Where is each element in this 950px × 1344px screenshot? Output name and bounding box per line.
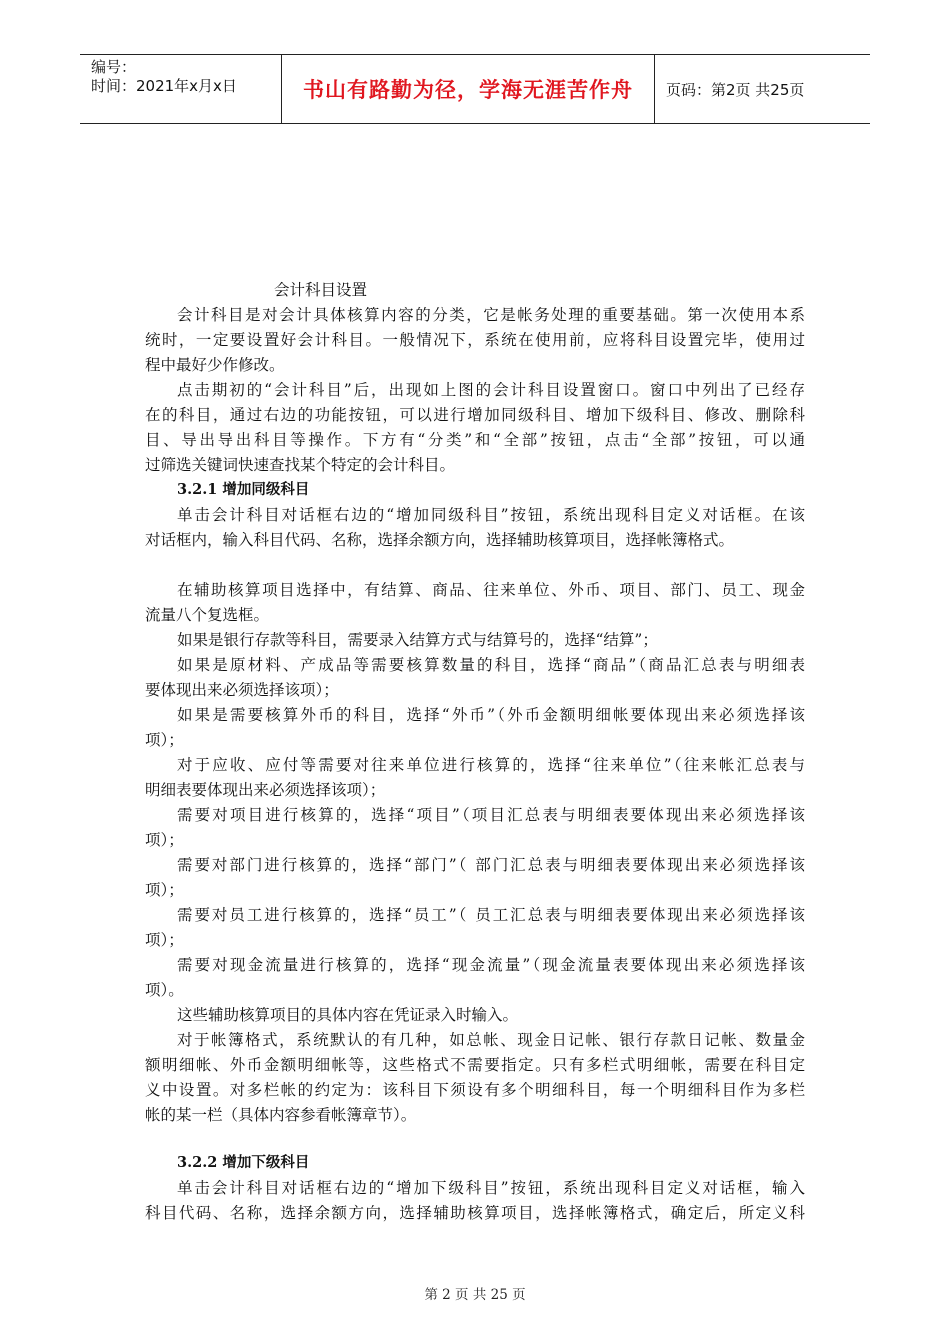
header-divider <box>654 55 655 123</box>
subsection-heading: 3.2.1 增加同级科目 <box>177 481 310 498</box>
text-line: 项）。 <box>145 981 184 999</box>
text-line: 单击会计科目对话框右边的“增加同级科目”按钮，系统出现科目定义对话框。在该 <box>177 506 805 524</box>
text-line: 科目代码、名称，选择余额方向，选择辅助核算项目，选择帐簿格式，确定后，所定义科 <box>145 1204 805 1222</box>
text-line: 对于应收、应付等需要对往来单位进行核算的，选择“往来单位”（往来帐汇总表与 <box>177 756 805 774</box>
section-title: 会计科目设置 <box>274 281 368 299</box>
text-line: 项）； <box>145 881 184 899</box>
text-line: 要体现出来必须选择该项）； <box>145 681 339 699</box>
text-line: 需要对部门进行核算的，选择“部门”（ 部门汇总表与明细表要体现出来必须选择该 <box>177 856 805 874</box>
text-line: 如果是需要核算外币的科目，选择“外币”（外币金额明细帐要体现出来必须选择该 <box>177 706 805 724</box>
subsection-heading: 3.2.2 增加下级科目 <box>177 1154 310 1171</box>
text-line: 帐的某一栏（具体内容参看帐簿章节）。 <box>145 1106 417 1124</box>
text-line: 这些辅助核算项目的具体内容在凭证录入时输入。 <box>177 1006 519 1024</box>
text-line: 对话框内，输入科目代码、名称，选择余额方向，选择辅助核算项目，选择帐簿格式。 <box>145 531 735 549</box>
page-footer: 第 2 页 共 25 页 <box>424 1287 526 1303</box>
text-line: 项）； <box>145 731 184 749</box>
text-line: 明细表要体现出来必须选择该项）； <box>145 781 386 799</box>
text-line: 单击会计科目对话框右边的“增加下级科目”按钮，系统出现科目定义对话框，输入 <box>177 1179 805 1197</box>
text-line: 程中最好少作修改。 <box>145 356 285 374</box>
text-line: 目、导出导出科目等操作。下方有“分类”和“全部”按钮，点击“全部”按钮，可以通 <box>145 431 805 449</box>
text-line: 流量八个复选框。 <box>145 606 270 624</box>
text-line: 需要对现金流量进行核算的，选择“现金流量”（现金流量表要体现出来必须选择该 <box>177 956 805 974</box>
header-motto: 书山有路勤为径，学海无涯苦作舟 <box>303 78 633 102</box>
text-line: 义中设置。对多栏帐的约定为：该科目下须设有多个明细科目，每一个明细科目作为多栏 <box>145 1081 805 1099</box>
text-line: 项）； <box>145 931 184 949</box>
text-line: 如果是原材料、产成品等需要核算数量的科目，选择“商品”（商品汇总表与明细表 <box>177 656 805 674</box>
date-label: 时间：2021年x月x日 <box>91 77 237 95</box>
text-line: 如果是银行存款等科目，需要录入结算方式与结算号的，选择“结算”； <box>177 631 658 649</box>
text-line: 在的科目，通过右边的功能按钮，可以进行增加同级科目、增加下级科目、修改、删除科 <box>145 406 805 424</box>
text-line: 需要对员工进行核算的，选择“员工”（ 员工汇总表与明细表要体现出来必须选择该 <box>177 906 805 924</box>
header-page-info: 页码：第2页 共25页 <box>666 80 805 99</box>
text-line: 对于帐簿格式，系统默认的有几种，如总帐、现金日记帐、银行存款日记帐、数量金 <box>177 1031 805 1049</box>
text-line: 过筛选关键词快速查找某个特定的会计科目。 <box>145 456 456 474</box>
text-line: 在辅助核算项目选择中，有结算、商品、往来单位、外币、项目、部门、员工、现金 <box>177 581 805 599</box>
text-line: 需要对项目进行核算的，选择“项目”（项目汇总表与明细表要体现出来必须选择该 <box>177 806 805 824</box>
text-line: 会计科目是对会计具体核算内容的分类，它是帐务处理的重要基础。第一次使用本系 <box>177 306 805 324</box>
text-line: 点击期初的“会计科目”后，出现如上图的会计科目设置窗口。窗口中列出了已经存 <box>177 381 805 399</box>
text-line: 统时，一定要设置好会计科目。一般情况下，系统在使用前，应将科目设置完毕，使用过 <box>145 331 805 349</box>
page-header <box>80 54 870 124</box>
serial-label: 编号： <box>91 58 137 76</box>
text-line: 额明细帐、外币金额明细帐等，这些格式不需要指定。只有多栏式明细帐，需要在科目定 <box>145 1056 805 1074</box>
header-meta <box>91 58 237 96</box>
text-line: 项）； <box>145 831 184 849</box>
